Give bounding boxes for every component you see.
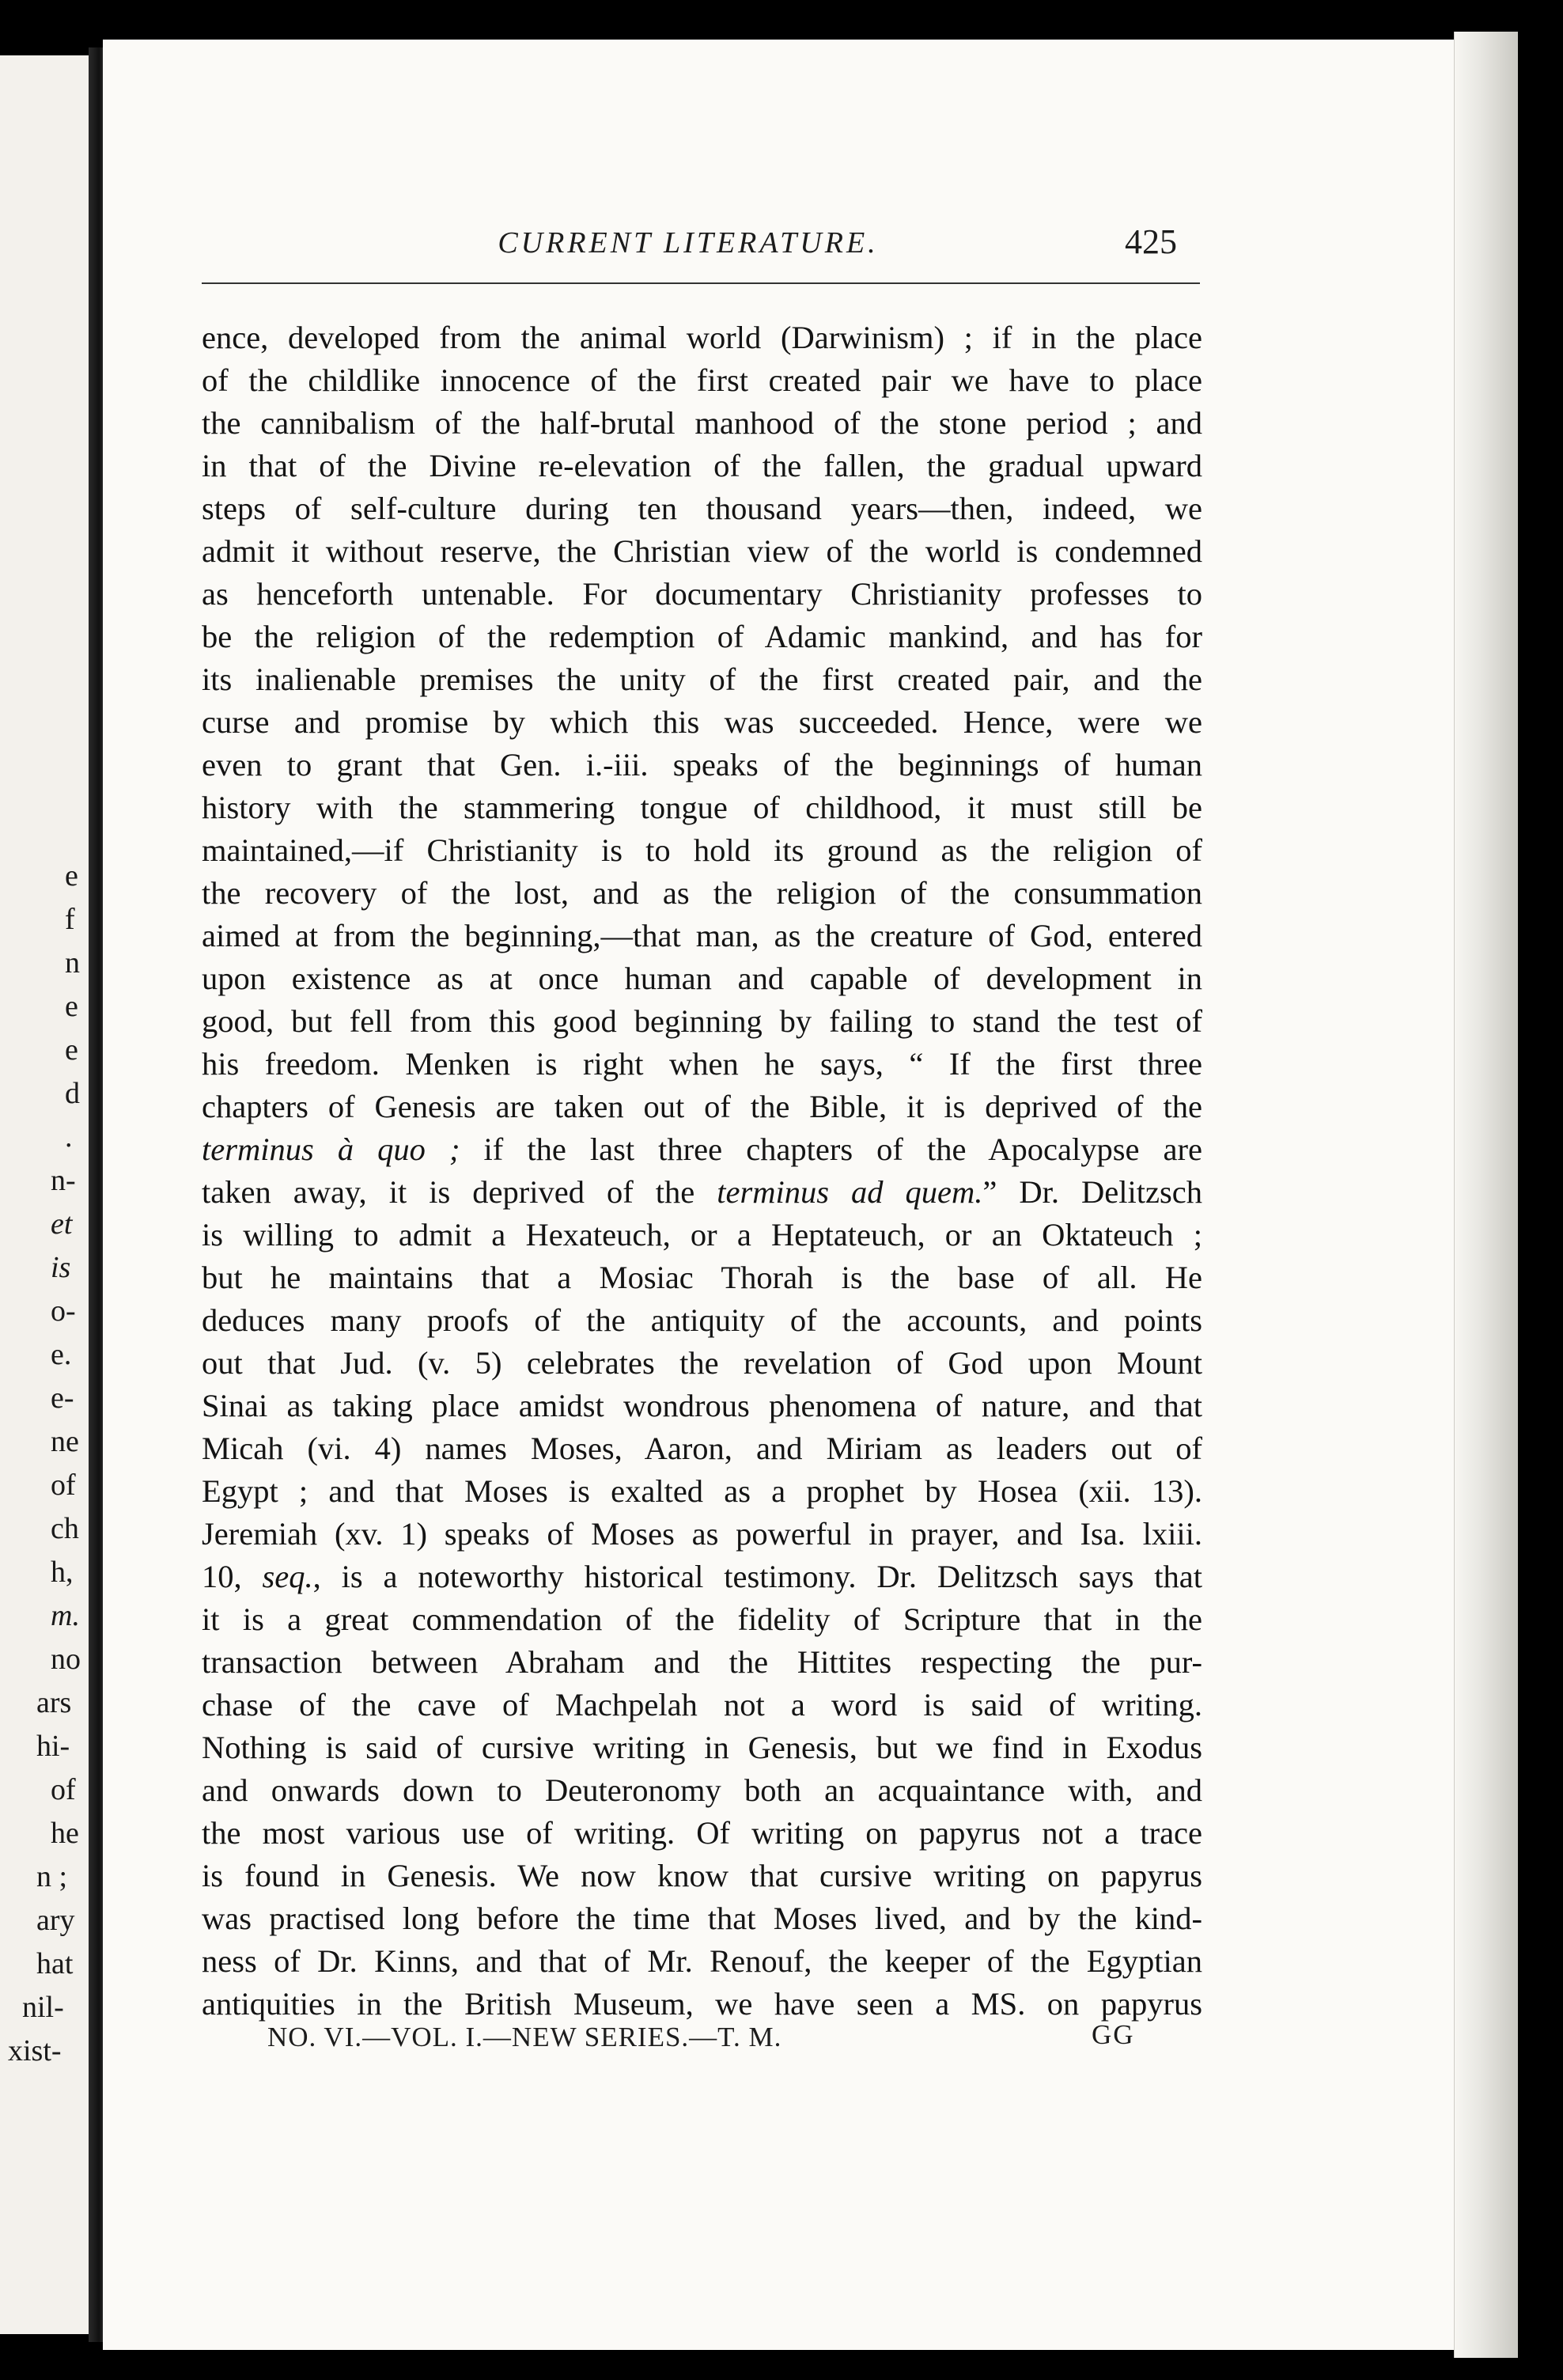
- facing-page-fragment: e: [65, 859, 78, 892]
- text-line: Jeremiah (xv. 1) speaks of Moses as powerful in prayer, and Isa. lxiii.: [202, 1516, 1202, 1552]
- facing-page-fragment: xist-: [8, 2034, 62, 2067]
- text-line: history with the stammering tongue of childhood, it must still be: [202, 790, 1202, 825]
- text-line: is willing to admit a Hexateuch, or a Heptateuch, or an Oktateuch ;: [202, 1217, 1202, 1253]
- facing-page-fragment: h,: [51, 1556, 74, 1589]
- facing-page-fragment: n ;: [36, 1860, 68, 1893]
- text-line: steps of self-culture during ten thousand years—then, indeed, we: [202, 491, 1202, 526]
- facing-page-fragment: d: [65, 1077, 80, 1110]
- text-line: it is a great commendation of the fidelity of Scripture that in the: [202, 1601, 1202, 1637]
- text-line: be the religion of the redemption of Adamic mankind, and has for: [202, 619, 1202, 654]
- text-line: Sinai as taking place amidst wondrous phenomena of nature, and that: [202, 1388, 1202, 1423]
- facing-page-fragment: ars: [36, 1686, 72, 1719]
- running-head: CURRENT LITERATURE.: [498, 226, 879, 260]
- text-line: good, but fell from this good beginning by failing to stand the test of: [202, 1003, 1202, 1039]
- text-line: upon existence as at once human and capable of development in: [202, 961, 1202, 996]
- facing-page-fragment: m.: [51, 1599, 80, 1632]
- text-line: terminus à quo ; if the last three chapters of the Apocalypse are: [202, 1131, 1202, 1167]
- signature-line: NO. VI.—VOL. I.—NEW SERIES.—T. M.: [267, 2022, 782, 2052]
- text-line: is found in Genesis. We now know that cursive writing on papyrus: [202, 1858, 1202, 1893]
- text-line: chapters of Genesis are taken out of the Bible, it is deprived of the: [202, 1089, 1202, 1124]
- facing-page-fragment: e: [65, 1033, 78, 1067]
- text-line: Egypt ; and that Moses is exalted as a prophet by Hosea (xii. 13).: [202, 1473, 1202, 1509]
- text-line: Nothing is said of cursive writing in Genesis, but we find in Exodus: [202, 1730, 1202, 1765]
- text-line: but he maintains that a Mosiac Thorah is the base of all. He: [202, 1260, 1202, 1295]
- text-line: deduces many proofs of the antiquity of the accounts, and points: [202, 1302, 1202, 1338]
- facing-page-fragment: o-: [51, 1294, 76, 1328]
- text-line: ence, developed from the animal world (Darwinism) ; if in the place: [202, 320, 1202, 355]
- text-line: his freedom. Menken is right when he says, “ If the first three: [202, 1046, 1202, 1082]
- facing-page-fragment: ne: [51, 1425, 79, 1458]
- page-number: 425: [1125, 222, 1177, 261]
- facing-page-fragment: .: [65, 1120, 73, 1154]
- text-line: even to grant that Gen. i.-iii. speaks of the beginnings of human: [202, 747, 1202, 783]
- text-line: maintained,—if Christianity is to hold its ground as the religion of: [202, 832, 1202, 868]
- text-line: 10, seq., is a noteworthy historical testimony. Dr. Delitzsch says that: [202, 1559, 1203, 1594]
- facing-page-fragment: ary: [36, 1904, 75, 1937]
- facing-page-fragment: hi-: [36, 1730, 70, 1763]
- text-line: the recovery of the lost, and as the religion of the consummation: [202, 875, 1202, 911]
- page-edge: [1454, 32, 1518, 2358]
- facing-page-fragment: of: [51, 1469, 76, 1502]
- facing-page-fragment: e.: [51, 1338, 72, 1371]
- text-line: out that Jud. (v. 5) celebrates the revelation of God upon Mount: [202, 1345, 1202, 1381]
- header-rule: [202, 282, 1200, 284]
- body-text: [202, 316, 1202, 2026]
- text-line: taken away, it is deprived of the terminus ad quem.” Dr. Delitzsch: [202, 1174, 1202, 1210]
- text-line: Micah (vi. 4) names Moses, Aaron, and Miriam as leaders out of: [202, 1431, 1202, 1466]
- text-line: as henceforth untenable. For documentary Christianity professes to: [202, 576, 1202, 612]
- text-line: aimed at from the beginning,—that man, as the creature of God, entered: [202, 918, 1202, 953]
- text-line: curse and promise by which this was succeeded. Hence, were we: [202, 704, 1202, 740]
- facing-page-fragment: f: [65, 903, 75, 936]
- facing-page-fragment: n-: [51, 1164, 76, 1197]
- text-line: ness of Dr. Kinns, and that of Mr. Renouf, the keeper of the Egyptian: [202, 1943, 1202, 1979]
- facing-page-fragment: e: [65, 990, 78, 1023]
- facing-page-fragment: ch: [51, 1512, 79, 1545]
- text-line: antiquities in the British Museum, we have seen a MS. on papyrus: [202, 1986, 1202, 2022]
- text-line: the cannibalism of the half-brutal manhood of the stone period ; and: [202, 405, 1202, 441]
- facing-page-fragment: of: [51, 1773, 76, 1806]
- text-line: chase of the cave of Machpelah not a word is said of writing.: [202, 1687, 1202, 1722]
- facing-page-fragment: no: [51, 1643, 81, 1676]
- text-line: transaction between Abraham and the Hittites respecting the pur-: [202, 1644, 1202, 1680]
- facing-page-fragment: n: [65, 946, 80, 980]
- text-line: admit it without reserve, the Christian view of the world is condemned: [202, 533, 1202, 569]
- facing-page-fragment: hat: [36, 1947, 74, 1980]
- text-line: the most various use of writing. Of writing on papyrus not a trace: [202, 1815, 1202, 1851]
- signature-mark: GG: [1092, 2019, 1135, 2050]
- text-line: its inalienable premises the unity of the first created pair, and the: [202, 661, 1202, 697]
- text-line: was practised long before the time that Moses lived, and by the kind-: [202, 1901, 1202, 1936]
- text-line: in that of the Divine re-elevation of the fallen, the gradual upward: [202, 448, 1202, 483]
- text-line: and onwards down to Deuteronomy both an acquaintance with, and: [202, 1772, 1202, 1808]
- facing-page-fragment: nil-: [22, 1991, 64, 2024]
- facing-page-fragment: he: [51, 1817, 79, 1850]
- facing-page-fragment: is: [51, 1251, 71, 1284]
- facing-page-fragment: et: [51, 1207, 73, 1241]
- text-line: of the childlike innocence of the first created pair we have to place: [202, 362, 1202, 398]
- facing-page-fragment: e-: [51, 1381, 74, 1415]
